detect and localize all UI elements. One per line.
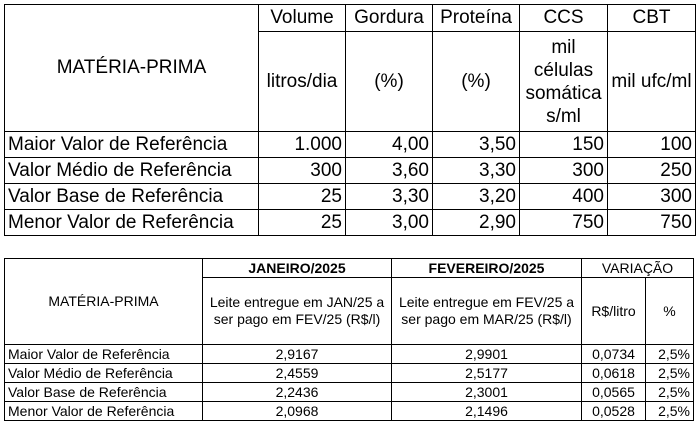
cell-ccs: 400 <box>520 184 608 210</box>
cell-jan: 2,2436 <box>203 383 392 402</box>
cell-fev: 2,5177 <box>392 364 582 383</box>
unit-proteina: (%) <box>433 32 520 132</box>
table-row <box>5 402 694 421</box>
variation-header: VARIAÇÃO <box>582 259 694 278</box>
row-label: Valor Médio de Referência <box>5 158 259 184</box>
cell-gordura: 4,00 <box>346 132 433 158</box>
row-label: Valor Base de Referência <box>5 184 259 210</box>
row-label: Maior Valor de Referência <box>5 132 259 158</box>
unit-ccs: mil células somática s/ml <box>520 32 608 132</box>
table-row <box>5 158 696 184</box>
table2-header-row <box>5 259 694 278</box>
cell-ccs: 300 <box>520 158 608 184</box>
table-row <box>5 132 696 158</box>
subheader-percent: % <box>646 278 694 345</box>
row-label: Valor Médio de Referência <box>5 364 203 383</box>
column-header-cbt: CBT <box>608 5 696 32</box>
table-row <box>5 210 696 236</box>
cell-proteina: 3,50 <box>433 132 520 158</box>
cell-fev: 2,3001 <box>392 383 582 402</box>
cell-proteina: 3,30 <box>433 158 520 184</box>
column-header-proteina: Proteína <box>433 5 520 32</box>
cell-variation: 0,0734 <box>582 345 646 364</box>
cell-cbt: 750 <box>608 210 696 236</box>
month-header-jan: JANEIRO/2025 <box>203 259 392 278</box>
cell-proteina: 3,20 <box>433 184 520 210</box>
price-comparison-table <box>4 258 694 421</box>
cell-volume: 25 <box>259 184 346 210</box>
cell-cbt: 100 <box>608 132 696 158</box>
table2-label-header: MATÉRIA-PRIMA <box>5 259 203 345</box>
subheader-fev: Leite entregue em FEV/25 a ser pago em MAR/25 (R$/l) <box>392 278 582 345</box>
column-header-ccs: CCS <box>520 5 608 32</box>
table1-header-row <box>5 5 696 32</box>
row-label: Valor Base de Referência <box>5 383 203 402</box>
unit-cbt: mil ufc/ml <box>608 32 696 132</box>
cell-fev: 2,1496 <box>392 402 582 421</box>
column-header-gordura: Gordura <box>346 5 433 32</box>
table-row <box>5 364 694 383</box>
cell-gordura: 3,60 <box>346 158 433 184</box>
cell-fev: 2,9901 <box>392 345 582 364</box>
cell-cbt: 300 <box>608 184 696 210</box>
cell-cbt: 250 <box>608 158 696 184</box>
cell-volume: 25 <box>259 210 346 236</box>
cell-ccs: 150 <box>520 132 608 158</box>
cell-variation: 0,0528 <box>582 402 646 421</box>
table1-label-header: MATÉRIA-PRIMA <box>5 5 259 132</box>
cell-ccs: 750 <box>520 210 608 236</box>
row-label: Menor Valor de Referência <box>5 402 203 421</box>
cell-volume: 300 <box>259 158 346 184</box>
column-header-volume: Volume <box>259 5 346 32</box>
cell-variation: 0,0565 <box>582 383 646 402</box>
table-row <box>5 345 694 364</box>
cell-percent: 2,5% <box>646 383 694 402</box>
cell-jan: 2,9167 <box>203 345 392 364</box>
cell-variation: 0,0618 <box>582 364 646 383</box>
row-label: Maior Valor de Referência <box>5 345 203 364</box>
reference-values-table <box>4 4 696 236</box>
cell-percent: 2,5% <box>646 364 694 383</box>
cell-jan: 2,0968 <box>203 402 392 421</box>
table-row <box>5 184 696 210</box>
cell-proteina: 2,90 <box>433 210 520 236</box>
unit-gordura: (%) <box>346 32 433 132</box>
cell-gordura: 3,00 <box>346 210 433 236</box>
row-label: Menor Valor de Referência <box>5 210 259 236</box>
table-row <box>5 383 694 402</box>
cell-volume: 1.000 <box>259 132 346 158</box>
cell-percent: 2,5% <box>646 345 694 364</box>
subheader-rs-litro: R$/litro <box>582 278 646 345</box>
unit-volume: litros/dia <box>259 32 346 132</box>
cell-gordura: 3,30 <box>346 184 433 210</box>
subheader-jan: Leite entregue em JAN/25 a ser pago em FEV/25 (R$/l) <box>203 278 392 345</box>
month-header-fev: FEVEREIRO/2025 <box>392 259 582 278</box>
cell-percent: 2,5% <box>646 402 694 421</box>
cell-jan: 2,4559 <box>203 364 392 383</box>
